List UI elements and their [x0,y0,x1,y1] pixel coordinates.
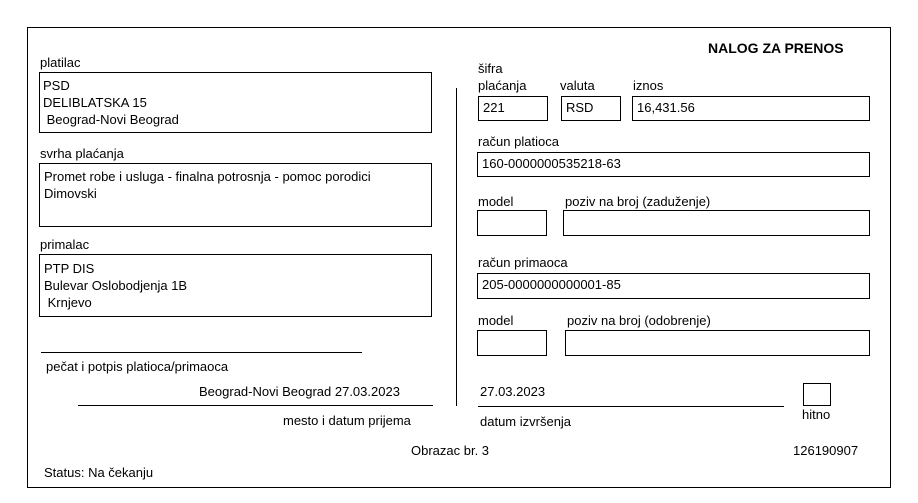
execution-date-label: datum izvršenja [480,414,572,429]
recipient-line-3: Krnjevo [44,295,92,310]
signature-label: pečat i potpis platioca/primaoca [46,359,229,374]
place-date-label: mesto i datum prijema [283,413,411,428]
reference-credit-field[interactable] [565,330,870,356]
currency-label: valuta [560,78,595,93]
model-debit-label: model [478,194,514,209]
currency-field[interactable]: RSD [561,96,621,121]
recipient-line-1: PTP DIS [44,261,95,276]
payer-account-label: račun platioca [478,134,559,149]
payer-line-3: Beograd-Novi Beograd [43,112,179,127]
place-date-line [78,405,433,406]
payer-label: platilac [40,55,81,70]
payer-box [39,72,432,133]
reference-credit-label: poziv na broj (odobrenje) [567,313,711,328]
execution-date-line [478,406,784,407]
signature-line [41,352,362,353]
place-date-value: Beograd-Novi Beograd 27.03.2023 [199,384,400,399]
amount-field[interactable]: 16,431.56 [632,96,870,121]
execution-date-value: 27.03.2023 [480,384,546,399]
payer-line-1: PSD [43,78,70,93]
payment-code-field[interactable]: 221 [478,96,548,121]
purpose-line-2: Dimovski [44,186,97,201]
purpose-box [39,163,432,227]
recipient-box [39,254,432,317]
urgent-label: hitno [802,407,831,422]
reference-debit-label: poziv na broj (zaduženje) [565,194,711,209]
recipient-line-2: Bulevar Oslobodjenja 1B [44,278,188,293]
model-credit-field[interactable] [477,330,547,356]
amount-label: iznos [633,78,664,93]
model-credit-label: model [478,313,514,328]
model-debit-field[interactable] [477,210,547,236]
payer-line-2: DELIBLATSKA 15 [43,95,147,110]
recipient-account-label: račun primaoca [478,255,568,270]
purpose-line-1: Promet robe i usluga - finalna potrosnja - pomoc porodici [44,169,371,184]
form-title: NALOG ZA PRENOS [708,40,844,56]
column-divider [456,88,457,406]
recipient-account-field[interactable]: 205-0000000000001-85 [477,273,870,299]
purpose-label: svrha plaćanja [40,146,124,161]
payment-code-label-2: plaćanja [478,78,527,93]
payment-code-label-1: šifra [478,61,503,76]
reference-debit-field[interactable] [563,210,870,236]
document-number: 126190907 [793,443,859,458]
urgent-checkbox[interactable] [803,383,831,406]
payer-account-field[interactable]: 160-0000000535218-63 [477,152,870,177]
form-number-label: Obrazac br. 3 [411,443,490,458]
status-text: Status: Na čekanju [44,465,154,480]
recipient-label: primalac [40,237,90,252]
